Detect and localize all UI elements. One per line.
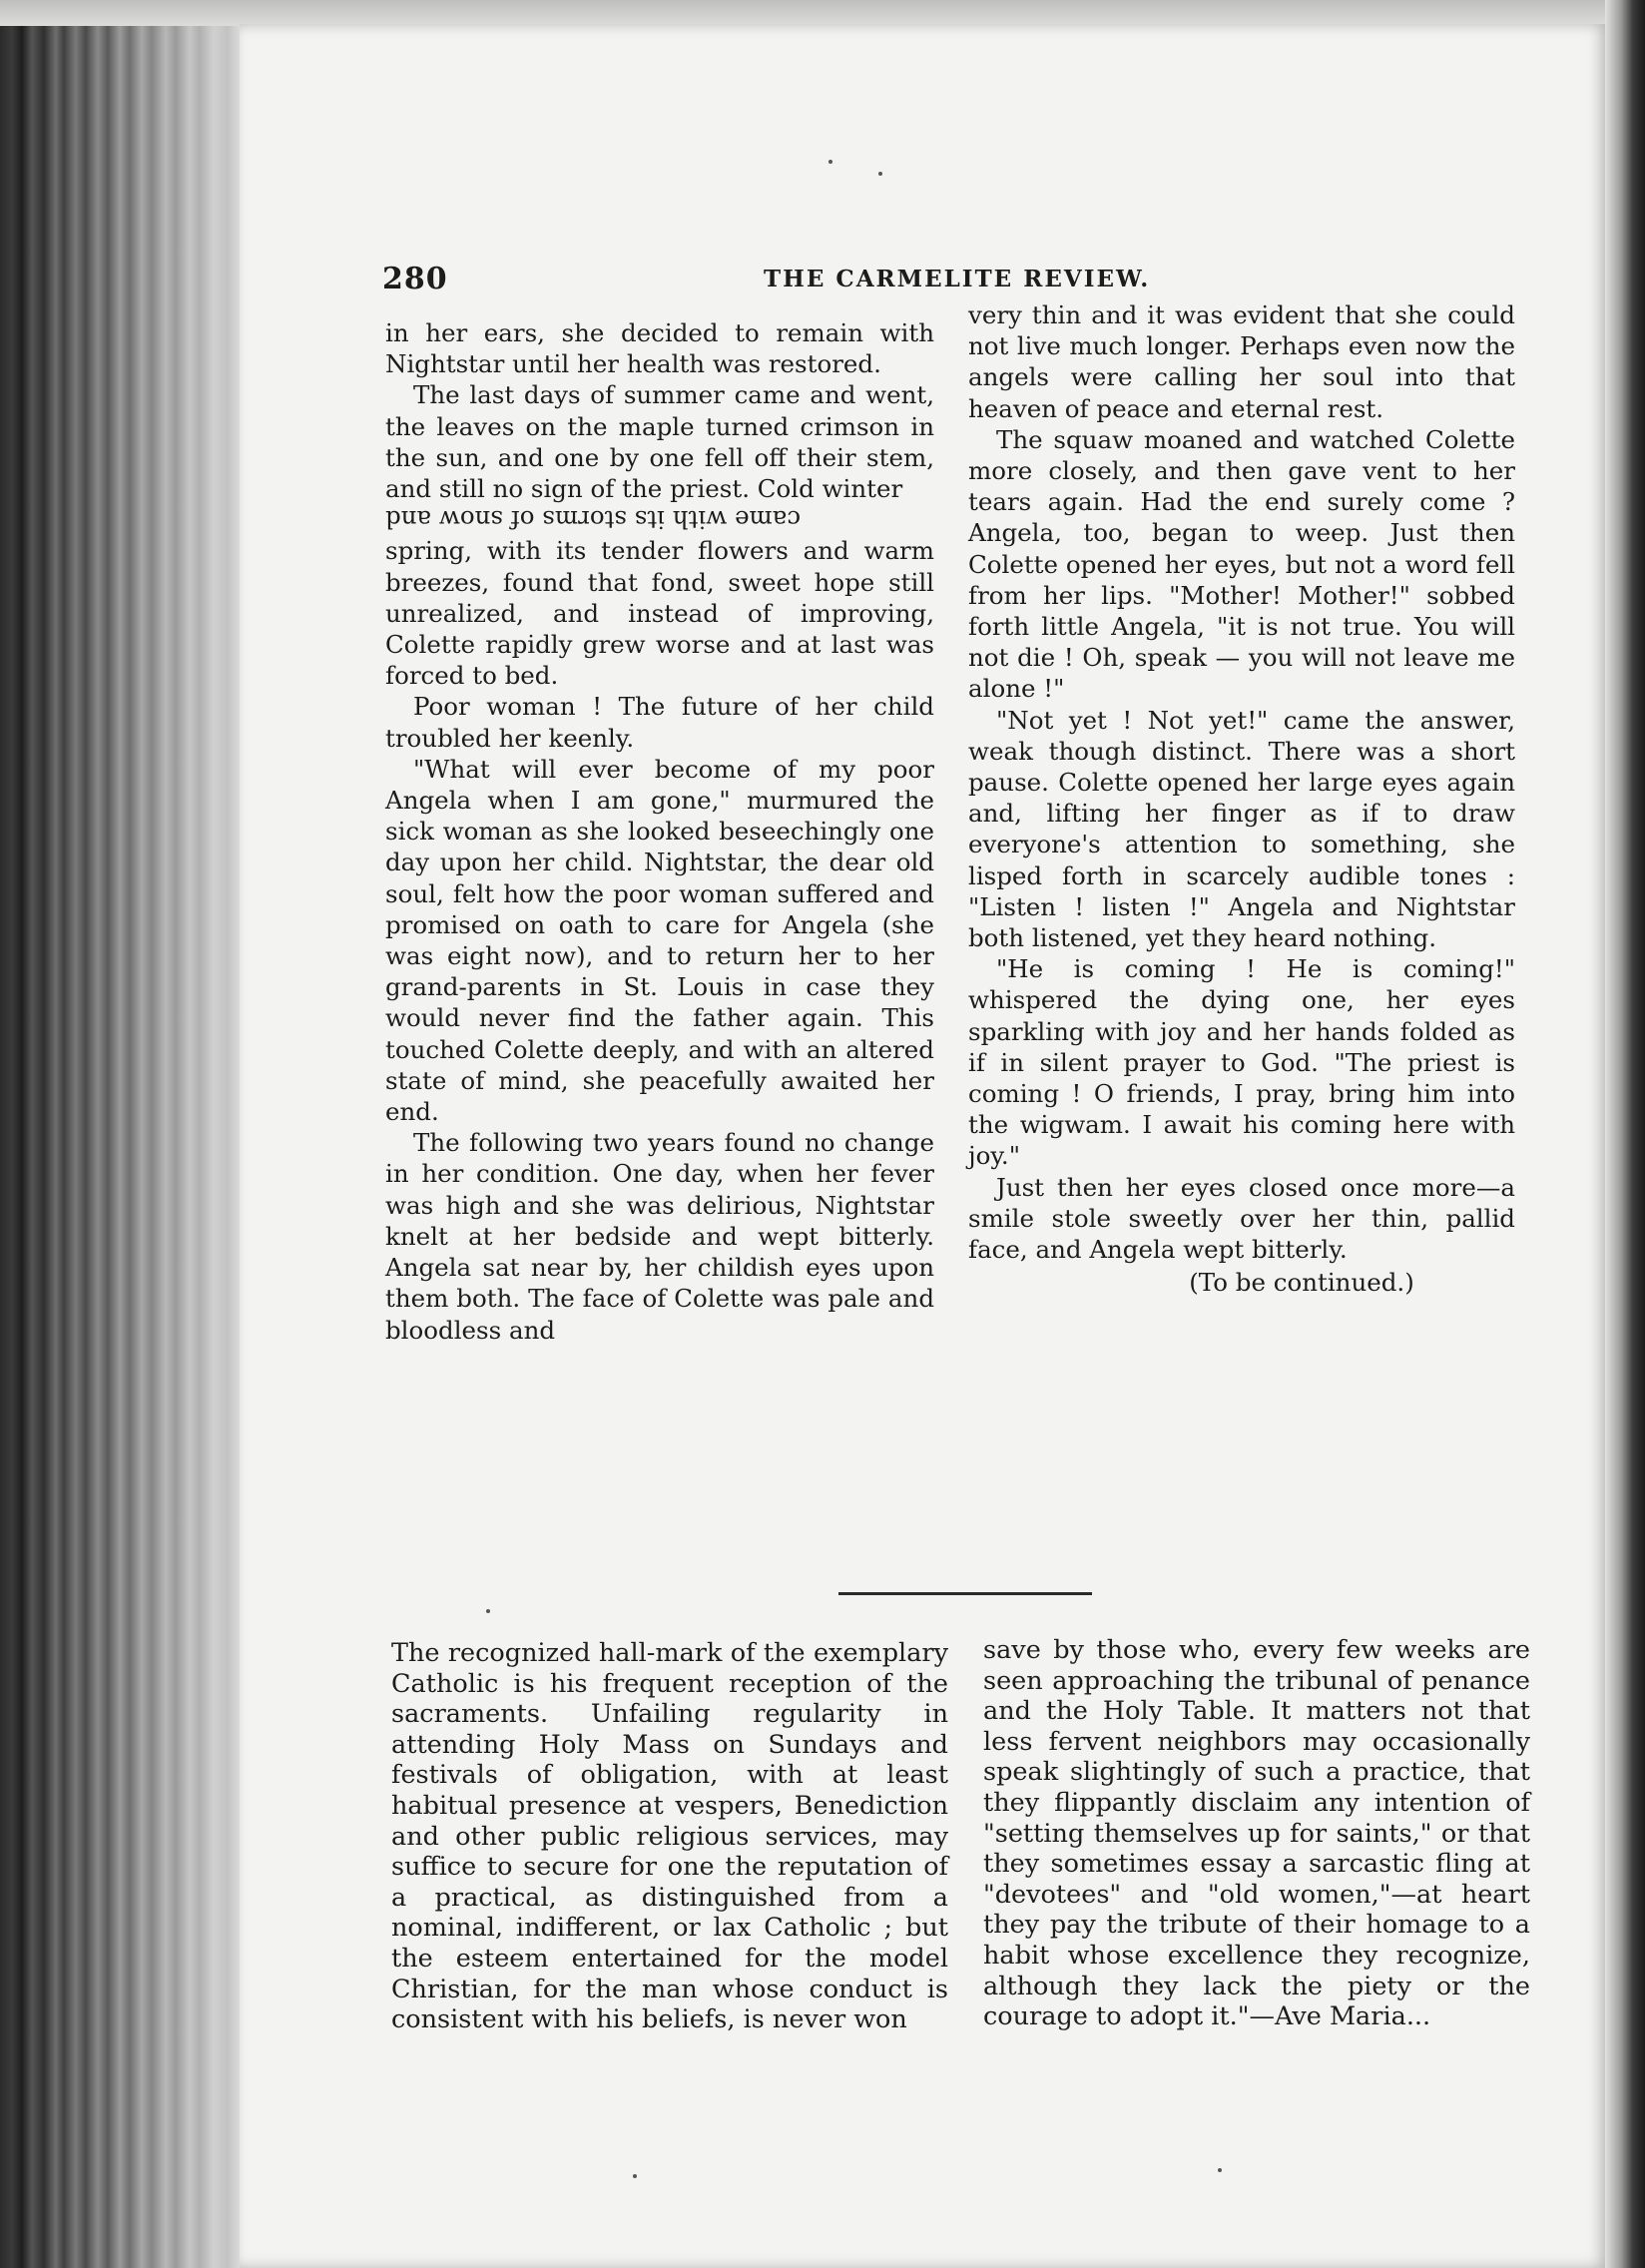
book-binding-edge [0,0,270,2268]
paper-speck [828,160,832,164]
page-number: 280 [382,262,448,296]
story-paragraph-inverted [385,504,934,535]
story-paragraph: The last days of summer came and went, the leaves on the maple turned crimson in the sun, and one by one fell off their stem, and still no sign of the priest. Cold winter [385,380,934,504]
paper-speck [486,1609,490,1613]
paper-speck [1218,2168,1222,2172]
story-paragraph: spring, with its tender flowers and warm breezes, found that fond, sweet hope still unrealized, and instead of improving, Colette rapidly grew worse and at last was forced to bed. [385,536,934,691]
paper-speck [878,172,882,176]
page-header [382,262,1530,301]
story-paragraph: very thin and it was evident that she could not live much longer. Perhaps even now the angels were calling her soul into that heaven of peace and eternal rest. [968,300,1515,423]
article-paragraph: save by those who, every few weeks are seen approaching the tribunal of penance and the Holy Table. It matters not that less fervent neighbors may occasionally speak slightingly of such a practice, that they flippantly disclaim any intention of "setting themselves up for saints," or that they sometimes essay a sarcastic fling at "devotees" and "old women,"—at heart they pay the tribute of their homage to a habit whose excellence they recognize, although they lack the piety or the courage to adopt it."—Ave Maria... [983,1635,1530,2032]
inverted-text-line: came with its storms of snow and [385,505,802,535]
article-right-column [983,1635,1530,2032]
top-background-edge [0,0,1645,26]
story-paragraph: "Not yet ! Not yet!" came the answer, weak though distinct. There was a short pause. Colette opened her large eyes again and, lifting her finger as if to draw everyone's attention to something, she lisped forth in scarcely audible tones : "Listen ! listen !" Angela and Nightstar both listened, yet they heard nothing. [968,705,1515,953]
right-background-edge [1605,0,1645,2268]
running-title: THE CARMELITE REVIEW. [764,266,1151,292]
story-paragraph: Just then her eyes closed once more—a smile stole sweetly over her thin, pallid face, and Angela wept bitterly. [968,1172,1515,1265]
paper-speck [633,2174,637,2178]
article-left-column [391,1638,948,2035]
story-paragraph: "He is coming ! He is coming!" whispered the dying one, her eyes sparkling with joy and her hands folded as if in silent prayer to God. "The priest is coming ! O friends, I pray, bring him into the wigwam. I await his coming here with joy." [968,954,1515,1171]
story-paragraph: The squaw moaned and watched Colette more closely, and then gave vent to her tears again. Had the end surely come ? Angela, too, began to weep. Just then Colette opened her eyes, but not a word fell from her lips. "Mother! Mother!" sobbed forth little Angela, "it is not true. You will not die ! Oh, speak — you will not leave me alone !" [968,424,1515,704]
article-paragraph: The recognized hall-mark of the exemplary Catholic is his frequent reception of the sacraments. Unfailing regularity in attending Holy Mass on Sundays and festivals of obligation, with at least habitual presence at vespers, Benediction and other public religious services, may suffice to secure for one the reputation of a practical, as distinguished from a nominal, indifferent, or lax Catholic ; but the esteem entertained for the model Christian, for the man whose conduct is consistent with his beliefs, is never won [391,1638,948,2035]
story-paragraph: The following two years found no change in her condition. One day, when her fever was high and she was delirious, Nightstar knelt at her bedside and wept bitterly. Angela sat near by, her childish eyes upon them both. The face of Colette was pale and bloodless and [385,1128,934,1345]
story-paragraph: in her ears, she decided to remain with Nightstar until her health was restored. [385,318,934,379]
continued-text: (To be continued.) [1189,1268,1414,1298]
story-paragraph: "What will ever become of my poor Angela when I am gone," murmured the sick woman as she looked beseechingly one day upon her child. Nightstar, the dear old soul, felt how the poor woman suffered and promised on oath to care for Angela (she was eight now), and to return her to her grand-parents in St. Louis in case they would never find the father again. This touched Colette deeply, and with an altered state of mind, she peacefully awaited her end. [385,754,934,1127]
story-right-column [968,299,1515,1299]
section-divider-rule [838,1592,1092,1595]
to-be-continued-note [968,1267,1515,1298]
story-left-column [385,317,934,1346]
story-paragraph: Poor woman ! The future of her child troubled her keenly. [385,692,934,753]
